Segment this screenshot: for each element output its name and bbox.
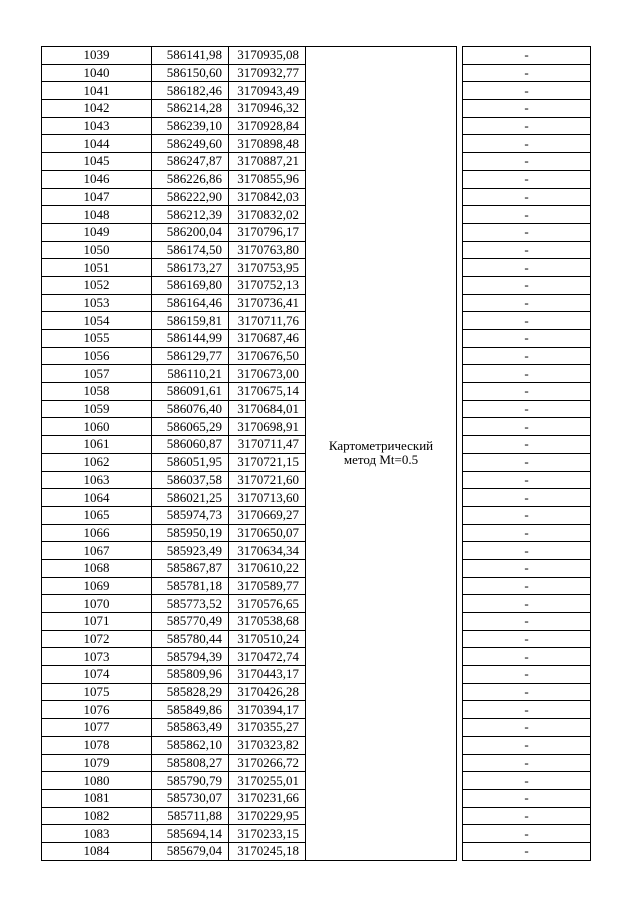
error-cell: - — [463, 542, 591, 560]
point-number-cell: 1061 — [42, 436, 152, 454]
point-number-cell: 1083 — [42, 825, 152, 843]
y-coordinate-cell: 3170721,60 — [229, 471, 306, 489]
y-coordinate-cell: 3170669,27 — [229, 506, 306, 524]
error-cell: - — [463, 772, 591, 790]
y-coordinate-cell: 3170763,80 — [229, 241, 306, 259]
error-cell: - — [463, 736, 591, 754]
x-coordinate-cell: 585694,14 — [152, 825, 229, 843]
x-coordinate-cell: 586076,40 — [152, 400, 229, 418]
y-coordinate-cell: 3170589,77 — [229, 577, 306, 595]
x-coordinate-cell: 586037,58 — [152, 471, 229, 489]
point-number-cell: 1077 — [42, 719, 152, 737]
point-number-cell: 1060 — [42, 418, 152, 436]
y-coordinate-cell: 3170713,60 — [229, 489, 306, 507]
x-coordinate-cell: 585849,86 — [152, 701, 229, 719]
y-coordinate-cell: 3170231,66 — [229, 789, 306, 807]
y-coordinate-cell: 3170229,95 — [229, 807, 306, 825]
point-number-cell: 1082 — [42, 807, 152, 825]
error-cell: - — [463, 347, 591, 365]
y-coordinate-cell: 3170855,96 — [229, 170, 306, 188]
error-cell: - — [463, 135, 591, 153]
error-cell: - — [463, 100, 591, 118]
y-coordinate-cell: 3170323,82 — [229, 736, 306, 754]
y-coordinate-cell: 3170721,15 — [229, 453, 306, 471]
y-coordinate-cell: 3170355,27 — [229, 719, 306, 737]
point-number-cell: 1062 — [42, 453, 152, 471]
error-cell: - — [463, 383, 591, 401]
error-cell: - — [463, 559, 591, 577]
x-coordinate-cell: 585923,49 — [152, 542, 229, 560]
point-number-cell: 1081 — [42, 789, 152, 807]
error-cell: - — [463, 117, 591, 135]
error-cell: - — [463, 807, 591, 825]
x-coordinate-cell: 586249,60 — [152, 135, 229, 153]
point-number-cell: 1064 — [42, 489, 152, 507]
point-number-cell: 1041 — [42, 82, 152, 100]
point-number-cell: 1076 — [42, 701, 152, 719]
y-coordinate-cell: 3170675,14 — [229, 383, 306, 401]
method-label-line2: метод Mt=0.5 — [343, 452, 419, 468]
x-coordinate-cell: 586144,99 — [152, 330, 229, 348]
x-coordinate-cell: 585679,04 — [152, 842, 229, 860]
error-cell: - — [463, 683, 591, 701]
y-coordinate-cell: 3170538,68 — [229, 613, 306, 631]
y-coordinate-cell: 3170255,01 — [229, 772, 306, 790]
point-number-cell: 1046 — [42, 170, 152, 188]
error-cell: - — [463, 400, 591, 418]
x-coordinate-cell: 585711,88 — [152, 807, 229, 825]
x-coordinate-cell: 586110,21 — [152, 365, 229, 383]
x-coordinate-cell: 586129,77 — [152, 347, 229, 365]
error-cell: - — [463, 170, 591, 188]
point-number-cell: 1047 — [42, 188, 152, 206]
y-coordinate-cell: 3170935,08 — [229, 47, 306, 65]
point-number-cell: 1040 — [42, 64, 152, 82]
x-coordinate-cell: 585867,87 — [152, 559, 229, 577]
point-number-cell: 1050 — [42, 241, 152, 259]
x-coordinate-cell: 586141,98 — [152, 47, 229, 65]
x-coordinate-cell: 586169,80 — [152, 276, 229, 294]
y-coordinate-cell: 3170510,24 — [229, 630, 306, 648]
point-number-cell: 1068 — [42, 559, 152, 577]
x-coordinate-cell: 585808,27 — [152, 754, 229, 772]
error-cell: - — [463, 524, 591, 542]
y-coordinate-cell: 3170687,46 — [229, 330, 306, 348]
point-number-cell: 1052 — [42, 276, 152, 294]
x-coordinate-cell: 586214,28 — [152, 100, 229, 118]
y-coordinate-cell: 3170245,18 — [229, 842, 306, 860]
y-coordinate-cell: 3170752,13 — [229, 276, 306, 294]
y-coordinate-cell: 3170634,34 — [229, 542, 306, 560]
y-coordinate-cell: 3170673,00 — [229, 365, 306, 383]
y-coordinate-cell: 3170943,49 — [229, 82, 306, 100]
method-label-line1: Картометрический — [328, 438, 434, 454]
error-cell: - — [463, 471, 591, 489]
point-number-cell: 1049 — [42, 223, 152, 241]
error-cell: - — [463, 577, 591, 595]
point-number-cell: 1057 — [42, 365, 152, 383]
x-coordinate-cell: 586222,90 — [152, 188, 229, 206]
error-cell: - — [463, 82, 591, 100]
point-number-cell: 1074 — [42, 666, 152, 684]
y-coordinate-cell: 3170472,74 — [229, 648, 306, 666]
x-coordinate-cell: 585863,49 — [152, 719, 229, 737]
y-coordinate-cell: 3170698,91 — [229, 418, 306, 436]
point-number-cell: 1067 — [42, 542, 152, 560]
y-coordinate-cell: 3170736,41 — [229, 294, 306, 312]
point-number-cell: 1045 — [42, 153, 152, 171]
x-coordinate-cell: 585781,18 — [152, 577, 229, 595]
point-number-cell: 1051 — [42, 259, 152, 277]
point-number-cell: 1055 — [42, 330, 152, 348]
error-cell: - — [463, 223, 591, 241]
y-coordinate-cell: 3170932,77 — [229, 64, 306, 82]
point-number-cell: 1080 — [42, 772, 152, 790]
y-coordinate-cell: 3170650,07 — [229, 524, 306, 542]
x-coordinate-cell: 586065,29 — [152, 418, 229, 436]
error-cell: - — [463, 789, 591, 807]
point-number-cell: 1056 — [42, 347, 152, 365]
point-number-cell: 1044 — [42, 135, 152, 153]
y-coordinate-cell: 3170576,65 — [229, 595, 306, 613]
point-number-cell: 1070 — [42, 595, 152, 613]
y-coordinate-cell: 3170610,22 — [229, 559, 306, 577]
x-coordinate-cell: 586212,39 — [152, 206, 229, 224]
method-cell — [306, 47, 457, 861]
point-number-cell: 1059 — [42, 400, 152, 418]
error-cell: - — [463, 506, 591, 524]
y-coordinate-cell: 3170832,02 — [229, 206, 306, 224]
y-coordinate-cell: 3170753,95 — [229, 259, 306, 277]
x-coordinate-cell: 585974,73 — [152, 506, 229, 524]
x-coordinate-cell: 586226,86 — [152, 170, 229, 188]
error-cell: - — [463, 47, 591, 65]
y-coordinate-cell: 3170887,21 — [229, 153, 306, 171]
point-number-cell: 1043 — [42, 117, 152, 135]
y-coordinate-cell: 3170796,17 — [229, 223, 306, 241]
point-number-cell: 1071 — [42, 613, 152, 631]
point-number-cell: 1073 — [42, 648, 152, 666]
x-coordinate-cell: 585794,39 — [152, 648, 229, 666]
point-number-cell: 1039 — [42, 47, 152, 65]
x-coordinate-cell: 586174,50 — [152, 241, 229, 259]
error-cell: - — [463, 64, 591, 82]
coordinates-table-body — [42, 47, 591, 861]
error-cell: - — [463, 436, 591, 454]
error-cell: - — [463, 418, 591, 436]
x-coordinate-cell: 586091,61 — [152, 383, 229, 401]
x-coordinate-cell: 585770,49 — [152, 613, 229, 631]
x-coordinate-cell: 585730,07 — [152, 789, 229, 807]
point-number-cell: 1075 — [42, 683, 152, 701]
point-number-cell: 1065 — [42, 506, 152, 524]
error-cell: - — [463, 489, 591, 507]
x-coordinate-cell: 585773,52 — [152, 595, 229, 613]
error-cell: - — [463, 453, 591, 471]
y-coordinate-cell: 3170842,03 — [229, 188, 306, 206]
point-number-cell: 1054 — [42, 312, 152, 330]
x-coordinate-cell: 586239,10 — [152, 117, 229, 135]
point-number-cell: 1053 — [42, 294, 152, 312]
y-coordinate-cell: 3170946,32 — [229, 100, 306, 118]
error-cell: - — [463, 153, 591, 171]
y-coordinate-cell: 3170684,01 — [229, 400, 306, 418]
point-number-cell: 1048 — [42, 206, 152, 224]
error-cell: - — [463, 312, 591, 330]
y-coordinate-cell: 3170266,72 — [229, 754, 306, 772]
error-cell: - — [463, 842, 591, 860]
point-number-cell: 1078 — [42, 736, 152, 754]
error-cell: - — [463, 241, 591, 259]
y-coordinate-cell: 3170711,76 — [229, 312, 306, 330]
y-coordinate-cell: 3170426,28 — [229, 683, 306, 701]
x-coordinate-cell: 585828,29 — [152, 683, 229, 701]
error-cell: - — [463, 206, 591, 224]
y-coordinate-cell: 3170394,17 — [229, 701, 306, 719]
coordinates-table — [41, 46, 591, 861]
error-cell: - — [463, 276, 591, 294]
error-cell: - — [463, 701, 591, 719]
error-cell: - — [463, 330, 591, 348]
point-number-cell: 1063 — [42, 471, 152, 489]
error-cell: - — [463, 613, 591, 631]
x-coordinate-cell: 586051,95 — [152, 453, 229, 471]
error-cell: - — [463, 365, 591, 383]
error-cell: - — [463, 188, 591, 206]
y-coordinate-cell: 3170676,50 — [229, 347, 306, 365]
point-number-cell: 1042 — [42, 100, 152, 118]
table-row — [42, 47, 591, 65]
y-coordinate-cell: 3170443,17 — [229, 666, 306, 684]
x-coordinate-cell: 586200,04 — [152, 223, 229, 241]
error-cell: - — [463, 666, 591, 684]
y-coordinate-cell: 3170928,84 — [229, 117, 306, 135]
y-coordinate-cell: 3170233,15 — [229, 825, 306, 843]
x-coordinate-cell: 586021,25 — [152, 489, 229, 507]
point-number-cell: 1069 — [42, 577, 152, 595]
x-coordinate-cell: 586247,87 — [152, 153, 229, 171]
error-cell: - — [463, 595, 591, 613]
x-coordinate-cell: 585790,79 — [152, 772, 229, 790]
y-coordinate-cell: 3170711,47 — [229, 436, 306, 454]
point-number-cell: 1066 — [42, 524, 152, 542]
point-number-cell: 1084 — [42, 842, 152, 860]
error-cell: - — [463, 825, 591, 843]
error-cell: - — [463, 754, 591, 772]
error-cell: - — [463, 719, 591, 737]
point-number-cell: 1058 — [42, 383, 152, 401]
x-coordinate-cell: 586150,60 — [152, 64, 229, 82]
point-number-cell: 1079 — [42, 754, 152, 772]
x-coordinate-cell: 586173,27 — [152, 259, 229, 277]
error-cell: - — [463, 259, 591, 277]
error-cell: - — [463, 294, 591, 312]
y-coordinate-cell: 3170898,48 — [229, 135, 306, 153]
x-coordinate-cell: 585780,44 — [152, 630, 229, 648]
point-number-cell: 1072 — [42, 630, 152, 648]
x-coordinate-cell: 585809,96 — [152, 666, 229, 684]
x-coordinate-cell: 586060,87 — [152, 436, 229, 454]
error-cell: - — [463, 630, 591, 648]
x-coordinate-cell: 585950,19 — [152, 524, 229, 542]
x-coordinate-cell: 586182,46 — [152, 82, 229, 100]
x-coordinate-cell: 586164,46 — [152, 294, 229, 312]
x-coordinate-cell: 586159,81 — [152, 312, 229, 330]
error-cell: - — [463, 648, 591, 666]
x-coordinate-cell: 585862,10 — [152, 736, 229, 754]
